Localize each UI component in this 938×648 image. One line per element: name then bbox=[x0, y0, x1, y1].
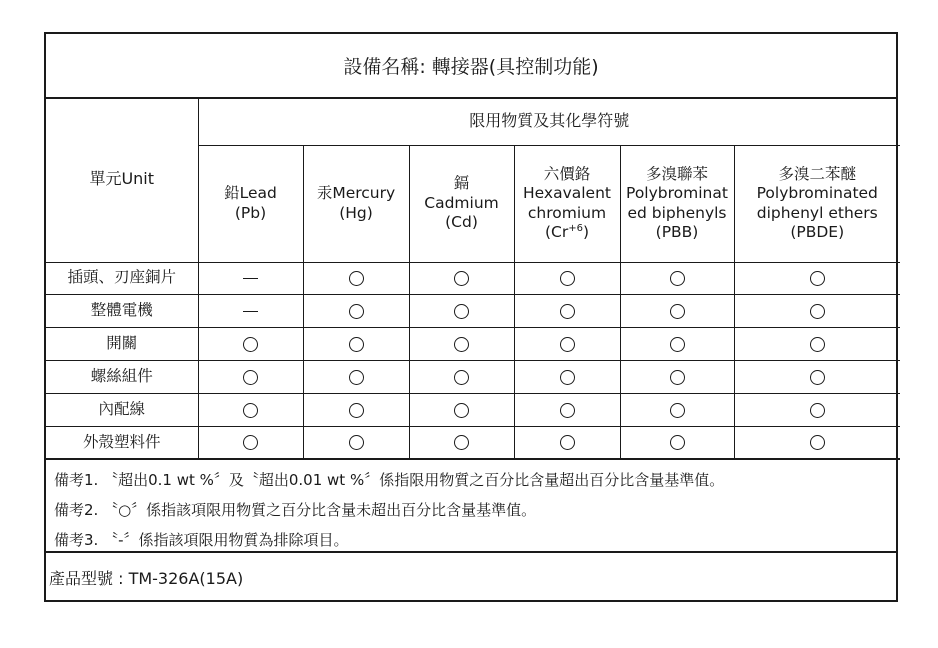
mark-cell bbox=[303, 360, 409, 393]
mark-cell bbox=[620, 262, 734, 294]
mark-cell bbox=[620, 360, 734, 393]
circle-mark-icon bbox=[243, 337, 258, 352]
mark-cell bbox=[514, 360, 620, 393]
row-label: 整體電機 bbox=[46, 294, 198, 327]
row-label: 插頭、刃座銅片 bbox=[46, 262, 198, 294]
circle-mark-icon bbox=[454, 370, 469, 385]
mark-cell bbox=[303, 327, 409, 360]
circle-mark-icon bbox=[243, 435, 258, 450]
mark-cell bbox=[198, 262, 303, 294]
circle-mark-icon bbox=[810, 370, 825, 385]
rohs-declaration-table bbox=[44, 32, 898, 602]
unit-header: 單元Unit bbox=[46, 97, 198, 262]
mark-cell bbox=[734, 393, 900, 426]
circle-mark-icon bbox=[560, 403, 575, 418]
mark-cell bbox=[409, 426, 514, 459]
circle-mark-icon bbox=[454, 403, 469, 418]
mark-cell bbox=[620, 426, 734, 459]
circle-mark-icon bbox=[670, 271, 685, 286]
circle-mark-icon bbox=[349, 370, 364, 385]
circle-mark-icon bbox=[670, 403, 685, 418]
column-header-mercury: 汞Mercury (Hg) bbox=[303, 145, 409, 262]
restricted-substances-header: 限用物質及其化學符號 bbox=[198, 97, 900, 145]
mark-cell bbox=[198, 294, 303, 327]
table-row bbox=[46, 327, 900, 360]
circle-mark-icon bbox=[810, 271, 825, 286]
mark-cell bbox=[409, 360, 514, 393]
circle-mark-icon bbox=[243, 370, 258, 385]
table-row bbox=[46, 426, 900, 459]
mark-cell bbox=[514, 327, 620, 360]
mark-cell bbox=[734, 360, 900, 393]
column-header-pbb: 多溴聯苯 Polybrominat ed biphenyls (PBB) bbox=[620, 145, 734, 262]
row-label: 螺絲組件 bbox=[46, 360, 198, 393]
mark-cell bbox=[198, 327, 303, 360]
note-3: 備考3. 〝-〞係指該項限用物質為排除項目。 bbox=[54, 531, 349, 549]
row-label: 開關 bbox=[46, 327, 198, 360]
circle-mark-icon bbox=[349, 304, 364, 319]
circle-mark-icon bbox=[810, 435, 825, 450]
product-model: 產品型號 : TM-326A(15A) bbox=[49, 569, 244, 588]
note-1: 備考1. 〝超出0.1 wt %〞及〝超出0.01 wt %〞係指限用物質之百分比含量超出百分比含量基準值。 bbox=[54, 471, 725, 489]
table-row bbox=[46, 393, 900, 426]
mark-cell bbox=[734, 426, 900, 459]
mark-cell bbox=[409, 393, 514, 426]
note-2: 備考2. 〝○〞係指該項限用物質之百分比含量未超出百分比含量基準值。 bbox=[54, 501, 537, 519]
mark-cell bbox=[514, 393, 620, 426]
circle-mark-icon bbox=[670, 337, 685, 352]
mark-cell bbox=[514, 426, 620, 459]
circle-mark-icon bbox=[349, 337, 364, 352]
mark-cell bbox=[303, 262, 409, 294]
mark-cell bbox=[303, 426, 409, 459]
circle-mark-icon bbox=[810, 304, 825, 319]
table-row bbox=[46, 262, 900, 294]
circle-mark-icon bbox=[349, 435, 364, 450]
circle-mark-icon bbox=[454, 271, 469, 286]
mark-cell bbox=[620, 327, 734, 360]
circle-mark-icon bbox=[454, 435, 469, 450]
notes-section bbox=[46, 461, 896, 553]
circle-mark-icon bbox=[560, 435, 575, 450]
mark-cell bbox=[514, 262, 620, 294]
mark-cell bbox=[409, 294, 514, 327]
circle-mark-icon bbox=[243, 403, 258, 418]
circle-mark-icon bbox=[454, 337, 469, 352]
circle-mark-icon bbox=[560, 304, 575, 319]
circle-mark-icon bbox=[810, 403, 825, 418]
circle-mark-icon bbox=[560, 271, 575, 286]
circle-mark-icon bbox=[670, 370, 685, 385]
row-label: 內配線 bbox=[46, 393, 198, 426]
column-header-lead: 鉛Lead (Pb) bbox=[198, 145, 303, 262]
circle-mark-icon bbox=[810, 337, 825, 352]
mark-cell bbox=[409, 262, 514, 294]
circle-mark-icon bbox=[670, 435, 685, 450]
column-header-pbde: 多溴二苯醚 Polybrominated diphenyl ethers (PBDE) bbox=[734, 145, 900, 262]
mark-cell bbox=[198, 393, 303, 426]
mark-cell bbox=[734, 294, 900, 327]
circle-mark-icon bbox=[349, 403, 364, 418]
mark-cell bbox=[514, 294, 620, 327]
mark-cell bbox=[198, 360, 303, 393]
circle-mark-icon bbox=[560, 370, 575, 385]
mark-cell bbox=[620, 294, 734, 327]
column-header-hexavalent-chromium: 六價鉻 Hexavalent chromium $(Cr^{+6})$ bbox=[514, 145, 620, 262]
circle-mark-icon bbox=[454, 304, 469, 319]
column-header-cadmium: 鎘 Cadmium (Cd) bbox=[409, 145, 514, 262]
table-row bbox=[46, 360, 900, 393]
circle-mark-icon bbox=[349, 271, 364, 286]
mark-cell bbox=[409, 327, 514, 360]
row-label: 外殼塑料件 bbox=[46, 426, 198, 459]
mark-cell bbox=[303, 294, 409, 327]
mark-cell bbox=[198, 426, 303, 459]
mark-cell bbox=[734, 262, 900, 294]
dash-mark-icon bbox=[243, 311, 258, 312]
mark-cell bbox=[620, 393, 734, 426]
table-row bbox=[46, 294, 900, 327]
circle-mark-icon bbox=[670, 304, 685, 319]
dash-mark-icon bbox=[243, 278, 258, 279]
mark-cell bbox=[734, 327, 900, 360]
circle-mark-icon bbox=[560, 337, 575, 352]
substance-grid bbox=[46, 97, 900, 460]
mark-cell bbox=[303, 393, 409, 426]
equipment-name-title: 設備名稱: 轉接器(具控制功能) bbox=[46, 34, 896, 99]
